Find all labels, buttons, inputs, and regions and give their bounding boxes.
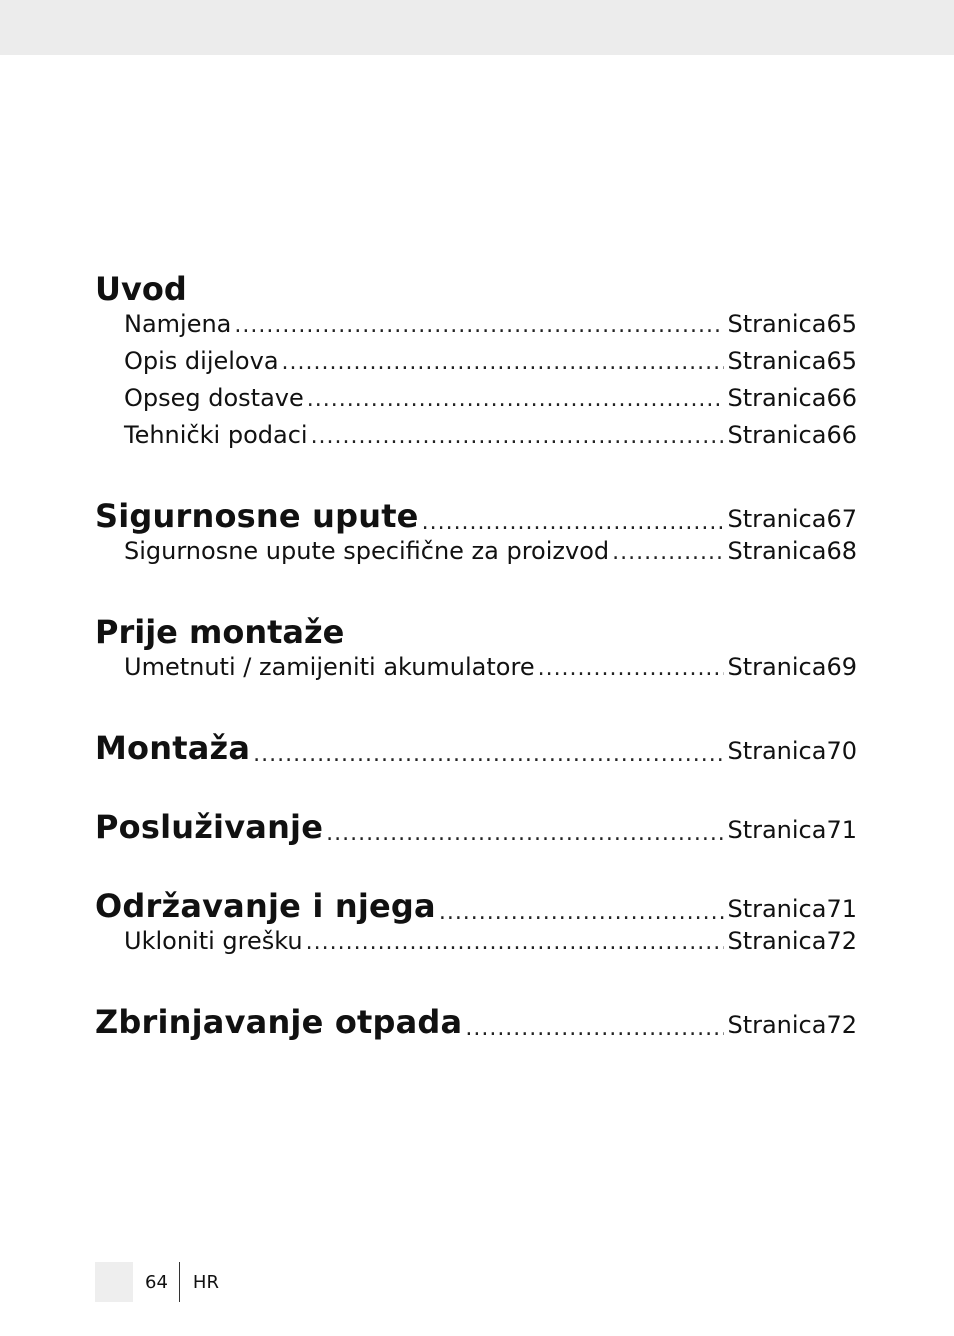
toc-page-number: 65 bbox=[826, 310, 857, 338]
toc-heading-title: Održavanje i njega bbox=[95, 887, 436, 925]
toc-page-word: Stranica bbox=[727, 421, 827, 449]
toc-leader-dots bbox=[253, 742, 724, 767]
toc-page-word: Stranica bbox=[727, 737, 827, 765]
toc-page-word: Stranica bbox=[727, 505, 827, 533]
toc-entry-label: Umetnuti / zamijeniti akumulatore bbox=[124, 653, 535, 681]
toc-section bbox=[95, 262, 857, 458]
toc-page-number: 68 bbox=[826, 537, 857, 565]
toc-leader-dots bbox=[326, 821, 724, 846]
footer-divider bbox=[179, 1262, 180, 1302]
toc-page-number: 71 bbox=[826, 895, 857, 923]
toc-heading-row[interactable] bbox=[95, 879, 857, 927]
toc-heading-row[interactable] bbox=[95, 800, 857, 848]
table-of-contents bbox=[95, 262, 857, 1074]
toc-page-word: Stranica bbox=[727, 895, 827, 923]
toc-entry-row[interactable] bbox=[95, 384, 857, 421]
toc-section bbox=[95, 489, 857, 574]
toc-page-number: 69 bbox=[826, 653, 857, 681]
top-band bbox=[0, 0, 954, 55]
toc-page-word: Stranica bbox=[727, 347, 827, 375]
toc-leader-dots bbox=[612, 540, 724, 565]
toc-leader-dots bbox=[306, 930, 725, 955]
toc-section bbox=[95, 721, 857, 769]
footer-language: HR bbox=[192, 1271, 219, 1293]
toc-page-word: Stranica bbox=[727, 653, 827, 681]
toc-page-number: 70 bbox=[826, 737, 857, 765]
toc-heading-title: Sigurnosne upute bbox=[95, 497, 419, 535]
footer-page-number: 64 bbox=[145, 1271, 168, 1293]
toc-page-number: 72 bbox=[826, 1011, 857, 1039]
toc-page-number: 66 bbox=[826, 384, 857, 412]
toc-section bbox=[95, 605, 857, 690]
toc-leader-dots bbox=[422, 510, 725, 535]
toc-section bbox=[95, 995, 857, 1043]
page-footer bbox=[95, 1262, 219, 1302]
toc-heading-title: Montaža bbox=[95, 729, 251, 767]
toc-entry-row[interactable] bbox=[95, 537, 857, 574]
toc-entry-label: Opis dijelova bbox=[124, 347, 279, 375]
toc-page-word: Stranica bbox=[727, 537, 827, 565]
toc-leader-dots bbox=[282, 350, 725, 375]
toc-entry-row[interactable] bbox=[95, 347, 857, 384]
toc-entry-label: Sigurnosne upute specifične za proizvod bbox=[124, 537, 610, 565]
toc-entry-label: Tehnički podaci bbox=[124, 421, 308, 449]
toc-leader-dots bbox=[307, 387, 725, 412]
toc-section bbox=[95, 800, 857, 848]
toc-section bbox=[95, 879, 857, 964]
toc-entry-row[interactable] bbox=[95, 310, 857, 347]
toc-entry-label: Ukloniti grešku bbox=[124, 927, 303, 955]
toc-page-number: 67 bbox=[826, 505, 857, 533]
toc-heading-row[interactable] bbox=[95, 605, 857, 653]
toc-page-number: 66 bbox=[826, 421, 857, 449]
toc-page-number: 72 bbox=[826, 927, 857, 955]
toc-entry-label: Namjena bbox=[124, 310, 232, 338]
toc-page-word: Stranica bbox=[727, 816, 827, 844]
toc-page-number: 65 bbox=[826, 347, 857, 375]
toc-heading-row[interactable] bbox=[95, 995, 857, 1043]
toc-leader-dots bbox=[311, 424, 725, 449]
toc-leader-dots bbox=[538, 656, 725, 681]
toc-heading-title: Posluživanje bbox=[95, 808, 324, 846]
toc-entry-label: Opseg dostave bbox=[124, 384, 304, 412]
toc-page-word: Stranica bbox=[727, 310, 827, 338]
toc-heading-title: Uvod bbox=[95, 270, 187, 308]
toc-page-word: Stranica bbox=[727, 927, 827, 955]
toc-page-word: Stranica bbox=[727, 1011, 827, 1039]
toc-leader-dots bbox=[234, 313, 724, 338]
toc-entry-row[interactable] bbox=[95, 653, 857, 690]
toc-leader-dots bbox=[465, 1016, 724, 1041]
toc-leader-dots bbox=[439, 900, 725, 925]
toc-heading-title: Prije montaže bbox=[95, 613, 345, 651]
toc-entry-row[interactable] bbox=[95, 927, 857, 964]
toc-page-word: Stranica bbox=[727, 384, 827, 412]
toc-heading-row[interactable] bbox=[95, 262, 857, 310]
toc-entry-row[interactable] bbox=[95, 421, 857, 458]
footer-marker-box bbox=[95, 1262, 133, 1302]
toc-heading-row[interactable] bbox=[95, 721, 857, 769]
toc-heading-row[interactable] bbox=[95, 489, 857, 537]
toc-heading-title: Zbrinjavanje otpada bbox=[95, 1003, 463, 1041]
toc-page-number: 71 bbox=[826, 816, 857, 844]
